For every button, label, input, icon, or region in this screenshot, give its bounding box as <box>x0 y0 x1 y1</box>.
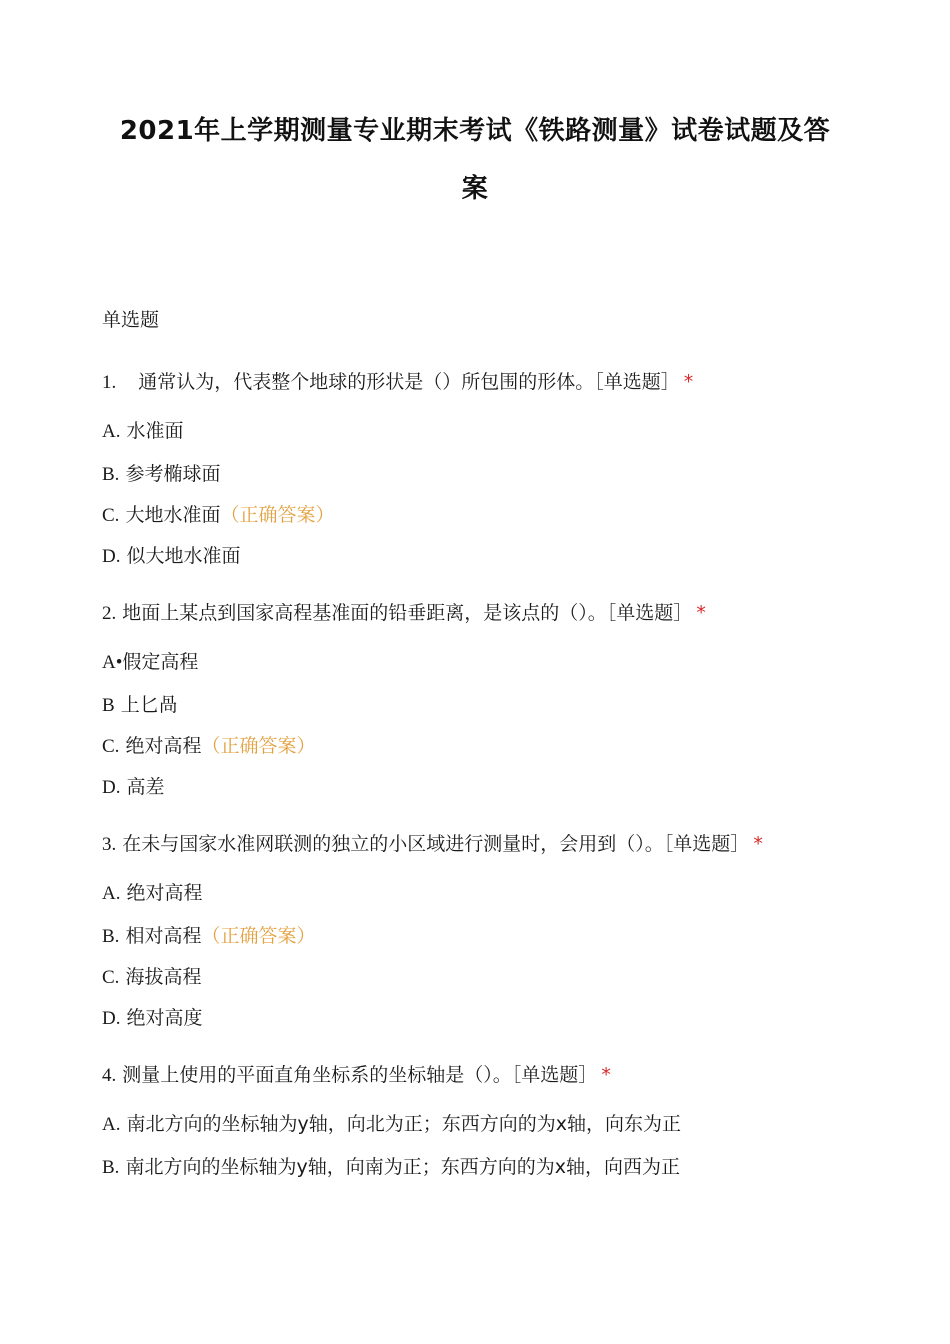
required-mark: * <box>683 371 694 393</box>
option-key: B. <box>102 1157 120 1178</box>
option-text: 南北方向的坐标轴为y轴，向北为正；东西方向的为x轴，向东为正 <box>126 1113 682 1135</box>
option-text: 海拔高程 <box>125 966 202 988</box>
option-key: A• <box>102 652 123 673</box>
option-key: D. <box>102 1008 121 1029</box>
question-number: 4. <box>102 1065 117 1086</box>
option-text: 水准面 <box>126 420 184 442</box>
option-key: A. <box>102 883 121 904</box>
option-4b <box>102 1155 680 1180</box>
question-1 <box>102 370 693 395</box>
option-key: D. <box>102 777 121 798</box>
option-2b <box>102 693 178 718</box>
correct-answer-tag: （正确答案） <box>201 925 316 947</box>
question-number: 3. <box>102 834 117 855</box>
option-4a <box>102 1112 681 1137</box>
option-2a <box>102 650 198 675</box>
option-3b <box>102 924 316 949</box>
question-stem: 地面上某点到国家高程基准面的铅垂距离，是该点的（）。［单选题］ <box>122 602 693 624</box>
option-text: 上匕咼 <box>120 694 178 716</box>
question-stem: 通常认为，代表整个地球的形状是（）所包围的形体。［单选题］ <box>138 371 680 393</box>
document-title-line2: 案 <box>461 174 489 204</box>
option-key: B. <box>102 926 120 947</box>
option-key: A. <box>102 421 121 442</box>
option-key: A. <box>102 1114 121 1135</box>
option-key: C. <box>102 736 120 757</box>
option-1c <box>102 503 335 528</box>
option-1d <box>102 544 241 569</box>
option-text: 大地水准面 <box>125 504 221 526</box>
option-text: 相对高程 <box>125 925 202 947</box>
option-3c <box>102 965 202 990</box>
option-3a <box>102 881 203 906</box>
correct-answer-tag: （正确答案） <box>201 735 316 757</box>
required-mark: * <box>601 1064 611 1086</box>
option-1a <box>102 419 184 444</box>
option-2c <box>102 734 316 759</box>
option-text: 南北方向的坐标轴为y轴，向南为正；东西方向的为x轴，向西为正 <box>125 1156 680 1178</box>
option-text: 似大地水准面 <box>126 545 241 567</box>
question-3 <box>102 832 763 857</box>
option-key: B. <box>102 464 120 485</box>
correct-answer-tag: （正确答案） <box>220 504 335 526</box>
section-label: 单选题 <box>102 309 160 331</box>
option-text: 高差 <box>126 776 165 798</box>
option-1b <box>102 462 221 487</box>
question-number: 2. <box>102 603 117 624</box>
required-mark: * <box>753 833 763 855</box>
question-stem: 测量上使用的平面直角坐标系的坐标轴是（）。［单选题］ <box>122 1064 598 1086</box>
option-text: 绝对高度 <box>126 1007 203 1029</box>
option-text: 绝对高程 <box>126 882 203 904</box>
question-4 <box>102 1063 611 1088</box>
option-key: D. <box>102 546 121 567</box>
question-stem: 在未与国家水准网联测的独立的小区域进行测量时，会用到（）。［单选题］ <box>122 833 750 855</box>
document-title-line1: 2021年上学期测量专业期末考试《铁路测量》试卷试题及答 <box>119 116 831 146</box>
required-mark: * <box>696 602 706 624</box>
option-text: 参考椭球面 <box>125 463 221 485</box>
option-2d <box>102 775 165 800</box>
option-text: 假定高程 <box>122 651 199 673</box>
question-2 <box>102 601 706 626</box>
option-3d <box>102 1006 203 1031</box>
option-key: C. <box>102 505 120 526</box>
question-number: 1. <box>102 372 117 393</box>
option-key: C. <box>102 967 120 988</box>
option-text: 绝对高程 <box>125 735 202 757</box>
option-key: B <box>102 695 115 716</box>
